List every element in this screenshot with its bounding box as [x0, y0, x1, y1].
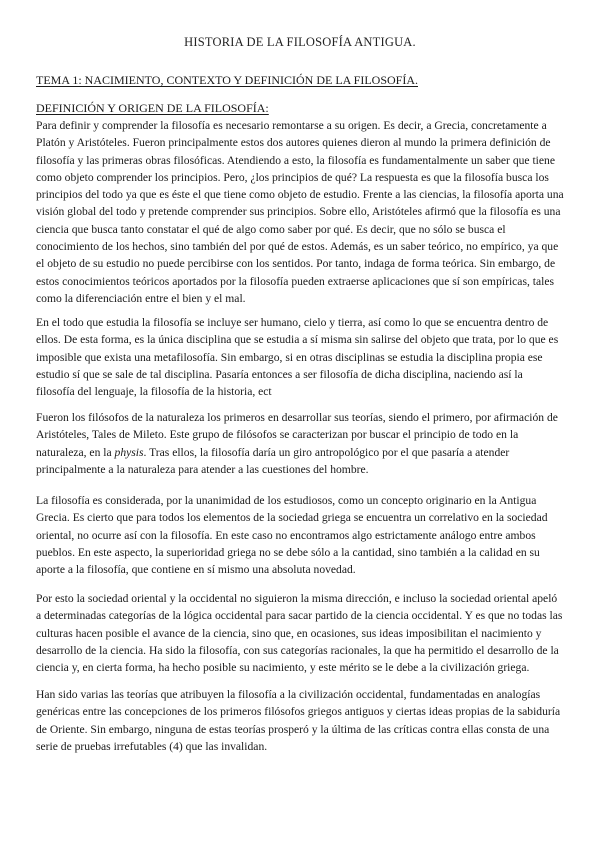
section-heading: DEFINICIÓN Y ORIGEN DE LA FILOSOFÍA: [36, 101, 269, 115]
document-title: HISTORIA DE LA FILOSOFÍA ANTIGUA. [184, 35, 416, 49]
paragraph-1: Para definir y comprender la filosofía es necesario remontarse a su origen. Es decir, a Grecia, concretamente a Platón y Aristóteles. Fueron principalmente estos dos autores quienes dieron al mundo la primera definición de filosofía y las primeras obras filosóficas. Atendiendo a esto, la filosofía es fundamentalmente un saber que tiene como objeto comprender los principios. Pero, ¿los principios de qué? La respuesta es que la filosofía busca los principios del todo ya que es éste el que tiene como objeto de estudio. Frente a las ciencias, la filosofía aporta una visión global del todo y pretende comprender sus principios. Sobre ello, Aristóteles afirmó que la filosofía es una ciencia que busca tanto constatar el qué de algo como saber por qué. Es decir, que no sólo se busca el conocimiento de los hechos, sino también del por qué de estos. Además, es un saber teórico, no empírico, ya que el objeto de su estudio no puede percibirse con los sentidos. Por tanto, indaga de forma teórica. Sin embargo, de estos conocimientos teóricos aportados por la filosofía pueden extraerse aplicaciones que sí son empíricas, tales como la diferenciación entre el bien y el mal. [36, 119, 564, 305]
paragraph-3-italic-term: physis [114, 445, 144, 459]
paragraph-4: La filosofía es considerada, por la unanimidad de los estudiosos, como un concepto originario en la Antigua Grecia. Es cierto que para todos los elementos de la sociedad griega se encuentra un correlativo en la sociedad oriental, no ocurre así con la filosofía. En este caso no encontramos algo estrictamente análogo entre ambos pueblos. En este aspecto, la superioridad griega no se debe sólo a la cantidad, sino también a la calidad en su aporte a la filosofía, que contiene en sí mismo una absoluta novedad. [36, 494, 548, 577]
paragraph-6: Han sido varias las teorías que atribuyen la filosofía a la civilización occidental, fundamentadas en analogías genéricas entre las concepciones de los primeros filósofos griegos antiguos y ciertas ideas propias de la sabiduría de Oriente. Sin embargo, ninguna de estas teorías prosperó y la última de las críticas contra ellas consta de una serie de pruebas irrefutables (4) que las invalidan. [36, 688, 561, 753]
paragraph-5: Por esto la sociedad oriental y la occidental no siguieron la misma dirección, e incluso la sociedad oriental apeló a determinadas categorías de la lógica occidental para sacar partido de la ciencia occidental. Y es que no todas las culturas hacen posible el avance de la ciencia, sino que, en ocasiones, sus ideas imposibilitan el nacimiento y desarrollo de la ciencia. Ha sido la filosofía, con sus categorías racionales, la que ha permitido el desarrollo de la ciencia y, en cierta forma, ha hecho posible su nacimiento, y este mérito se le debe a la civilización griega. [36, 592, 563, 675]
paragraph-3 [36, 409, 564, 478]
chapter-heading: TEMA 1: NACIMIENTO, CONTEXTO Y DEFINICIÓN DE LA FILOSOFÍA. [36, 73, 418, 87]
paragraph-3-text-b: . Tras ellos, la filosofía daría un giro antropológico por el que pasaría a atender principalmente a la naturaleza para atender a las cuestiones del hombre. [36, 445, 510, 476]
paragraph-3-text-a: Fueron los filósofos de la naturaleza los primeros en desarrollar sus teorías, siendo el primero, por afirmación de Aristóteles, Tales de Mileto. Este grupo de filósofos se caracterizan por buscar el principio de todo en la naturaleza, en la [36, 411, 558, 459]
paragraph-2: En el todo que estudia la filosofía se incluye ser humano, cielo y tierra, así como lo que se encuentra dentro de ellos. De esta forma, es la única disciplina que se estudia a sí misma sin salirse del objeto que trata, por lo que es imposible que exista una metafilosofía. Sin embargo, si en otras disciplinas se estudia la disciplina propia ese estudio sí que se sale de tal disciplina. Pasaría entonces a ser filosofía de dicha disciplina, naciendo así la filosofía del lenguaje, la filosofía de la historia, ect [36, 316, 559, 399]
